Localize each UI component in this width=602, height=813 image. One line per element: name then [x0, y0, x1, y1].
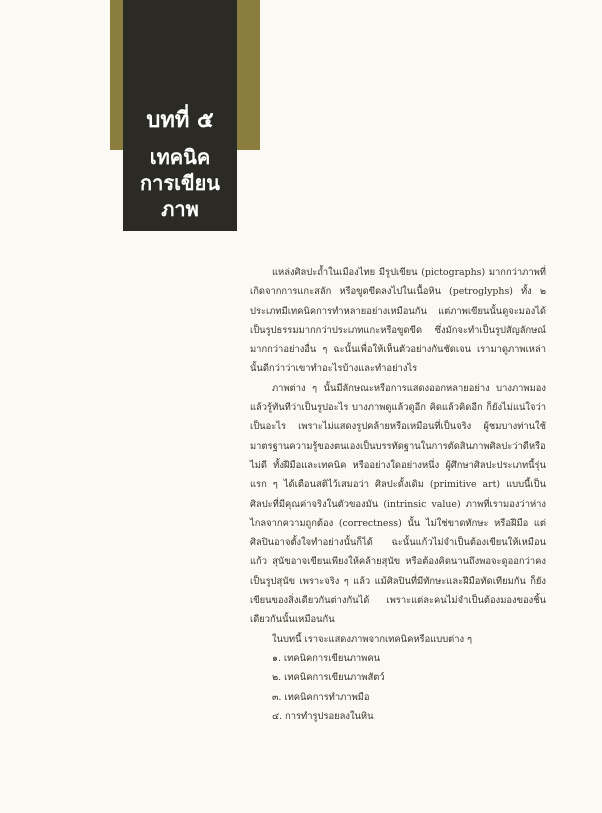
- list-intro: ในบทนี้ เราจะแสดงภาพจากเทคนิคหรือแบบต่าง ๆ: [272, 633, 473, 645]
- chapter-header-block: [123, 0, 237, 231]
- topic-item: ๓. เทคนิคการทำภาพมือ: [272, 691, 370, 703]
- topic-item: ๔. การทำรูปรอยลงในหิน: [272, 710, 374, 722]
- topic-list: [250, 649, 546, 726]
- chapter-title: [127, 144, 233, 222]
- body-text: [250, 263, 546, 726]
- topic-item: ๒. เทคนิคการเขียนภาพสัตว์: [272, 672, 385, 684]
- chapter-number: บทที่ ๕: [146, 108, 214, 133]
- chapter-title-line-1: เทคนิค: [149, 145, 211, 169]
- chapter-title-line-3: ภาพ: [161, 197, 199, 221]
- paragraph-1: แหล่งศิลปะถ้ำในเมืองไทย มีรูปเขียน (pictographs) มากกว่าภาพที่เกิดจากการแกะสลัก หรือขูดขีดลงไปในเนื้อหิน (petroglyphs) ทั้ง ๒ ประเภทมีเทคนิคการทำหลายอย่างเหมือนกัน แต่ภาพเขียนนั้นดูจะมองได้เป็นรูปธรรมมากกว่าประเภทแกะหรือขูดขีด ซึ่งมักจะทำเป็นรูปสัญลักษณ์มากกว่าอย่างอื่น ๆ ฉะนั้นเพื่อให้เห็นตัวอย่างกันชัดเจน เรามาดูภาพเหล่านั้นดีกว่าว่าเขาทำอะไรบ้างและทำอย่างไร: [250, 267, 546, 375]
- paragraph-2: ภาพต่าง ๆ นั้นมีลักษณะหรือการแสดงออกหลายอย่าง บางภาพมองแล้วรู้ทันทีว่าเป็นรูปอะไร บางภาพดูแล้วดูอีก คิดแล้วคิดอีก ก็ยังไม่แน่ใจว่าเป็นอะไร เพราะไม่แสดงรูปคล้ายหรือเหมือนที่เป็นจริง ผู้ชมบางท่านใช้มาตรฐานความรู้ของตนเองเป็นบรรทัดฐานในการตัดสินภาพศิลปะว่าดีหรือไม่ดี ทั้งฝีมือและเทคนิค หรืออย่างใดอย่างหนึ่ง ผู้ศึกษาศิลปะประเภทนี้รุ่นแรก ๆ ได้เตือนสติไว้เสมอว่า ศิลปะดั้งเดิม (primitive art) แบบนี้เป็น ศิลปะที่มีคุณค่าจริงในตัวของมัน (intrinsic value) ภาพที่เรามองว่าห่างไกลจากความถูกต้อง (correctness) นั้น ไม่ใช่ขาดทักษะ หรือฝีมือ แต่ศิลปินอาจตั้งใจทำอย่างนั้นก็ได้ ฉะนั้นแก้วไม่จำเป็นต้องเขียนให้เหมือนแก้ว สุนัขอาจเขียนเพียงให้คล้ายสุนัข หรือต้องคิดนานถึงพอจะดูออกว่าคงเป็นรูปสุนัข เพราะจริง ๆ แล้ว แม้ศิลปินที่มีทักษะและฝีมือทัดเทียมกัน ก็ยังเขียนของสิ่งเดียวกันต่างกันได้ เพราะแต่ละคนไม่จำเป็นต้องมองของชิ้นเดียวกันนั้นเหมือนกัน: [250, 382, 546, 626]
- chapter-title-line-2: การเขียน: [140, 171, 220, 195]
- topic-item: ๑. เทคนิคการเขียนภาพคน: [272, 652, 381, 664]
